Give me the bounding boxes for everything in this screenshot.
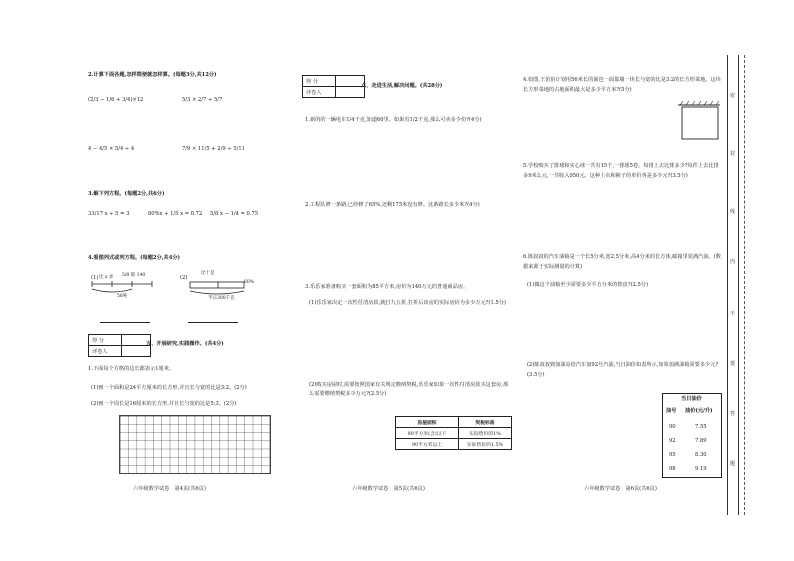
q4-figure-1-number: (1) (91, 275, 99, 281)
binding-char: 题 (729, 461, 735, 467)
table-cell: 90平方米(含)以下 (396, 428, 459, 439)
left-page-footer: 六年级数学试卷 第4页(共6页) (133, 486, 206, 492)
oil-price-table-wrap (662, 393, 722, 478)
q5-part-2: (2)画一个周长是16厘米的长方形,并且长与宽的比是5:3。(2分) (91, 401, 237, 407)
binding-char: 内 (729, 259, 735, 265)
oil-price: 9.19 (695, 466, 707, 472)
m-q2: 2.工程队修一条路,已经修了65%,还剩175米没有修。这条路长多少米?(4分) (305, 202, 480, 208)
q5-part-1: (1)画一个面积是24平方厘米的长方形,并且长与宽的比是3:2。(2分) (91, 385, 247, 391)
binding-char: 不 (729, 311, 735, 317)
score-box-section-5 (88, 334, 151, 357)
m-q1: 1.新的的一辆电车1/4千克,知道60里。如果有1/2千克,那么可卖多少份?(4分) (305, 117, 482, 123)
q5-intro: 1.下面每个方格的边长都表示1厘米。 (88, 366, 175, 372)
r-q6 (523, 252, 721, 272)
binding-strip (727, 55, 739, 515)
oil-grade: 95 (669, 452, 676, 458)
square-grid[interactable] (119, 415, 271, 474)
binding-dashed-line (744, 55, 745, 515)
q4-figure-1-label-b: 5/8 即 140 (122, 273, 146, 278)
q4-figure-1-label-a: 比 x 多 (99, 275, 114, 280)
q3-equation-3: 5/8 x − 1/4 = 0.75 (210, 211, 259, 217)
q2-expression-1: (2/3 − 1/6 + 3/4)×12 (88, 97, 144, 103)
oil-price: 8.30 (695, 452, 707, 458)
oil-header-grade: 油号 (666, 408, 677, 414)
q3-equation-2: 80%x + 1/5 x = 0.72 (148, 211, 203, 217)
q4-figure-2-top: 比十是 (201, 271, 215, 276)
score-box-section-6 (302, 75, 365, 98)
oil-grade: 92 (669, 438, 676, 444)
oil-price: 7.55 (695, 424, 707, 430)
r-q5-text: 5.学校购买了排球和实心球一共有15个,一排球5卷。每排上去比排多少?每件上去比排多9米么元,一共收入950元。这种上衣和裤子的单价各是多少元?(3.5分) (523, 163, 719, 179)
table-header-tax: 契税标准 (459, 417, 512, 428)
section-6-heading: 六、走进生活,解决问题。(共28分) (361, 83, 443, 89)
m-q3-part-1: (1)乐乐家决定一次性付清房款,就打九五折,打折后该房的实际房价为多少万元?(1.5分) (309, 300, 506, 306)
q2-expression-2: 5/3 × 2/7 ÷ 5/7 (182, 97, 223, 103)
table-cell: 90平方米以上 (396, 439, 459, 450)
m-q3: 3.乐乐家准备购买一套面积为85平方米,房价为140万元的普通商品房。 (305, 284, 469, 290)
grader-label: 评卷人 (303, 87, 336, 98)
binding-char: 密 (729, 93, 735, 99)
q4-figure-2-number: (2) (180, 275, 188, 281)
m-q3-part-2-line-1 (309, 381, 509, 399)
wall-diagram (676, 99, 722, 145)
score-label: 得 分 (303, 76, 336, 87)
table-header-area: 房屋面积 (396, 417, 459, 428)
m-q3-part-2: (2)购买房屋时,需要按照国家有关规定缴纳契税,乐乐家如果一次性付清房款买这套房,那么需要缴纳契税多少万元?(2.5分) (309, 382, 509, 397)
binding-char: 要 (729, 361, 735, 367)
table-cell: 实际售价的1.5% (459, 439, 512, 450)
q3-title: 3.解下列方程。(每题2分,共6分) (88, 191, 165, 197)
grader-label: 评卷人 (89, 346, 122, 357)
q4-title: 4.看图列式或列方程。(每题2分,共4分) (88, 255, 180, 261)
r-q4-text: 4.如图,王伯伯计划用56米长的篱笆一面靠墙一块长与宽的比是3:2的长方形菜地。这块长方形菜地的占地面积最大是多少平方米?(5分) (523, 77, 721, 93)
q4-figure-2-bottom: 半日300千克 (208, 296, 235, 301)
q4-answer-line-2[interactable] (188, 322, 238, 323)
q3-equation-1: 33/17 x ÷ 5 = 3 (88, 211, 130, 217)
oil-price-title: 当日油价 (681, 396, 702, 402)
r-q6-part-1: (1)做这个油箱至少需要多少平方分米的铁皮?(2.5分) (527, 282, 648, 288)
r-q6-part-2 (527, 360, 722, 380)
r-q4 (523, 75, 721, 95)
oil-grade: 98 (669, 466, 676, 472)
right-page-footer: 六年级数学试卷 第6页(共6页) (584, 486, 657, 492)
oil-price: 7.89 (695, 438, 707, 444)
deed-tax-table (395, 416, 512, 450)
q2-title: 2.计算下面各题,怎样简便就怎样算。(每题3分,共12分) (88, 72, 217, 78)
binding-char: 答 (729, 411, 735, 417)
q2-expression-3: 4 − 4/5 × 5/4 ÷ 4 (88, 146, 135, 152)
r-q6-text: 6.陈叔叔的汽车油箱是一个长5分米,宽2.5分米,高4分米的长方体,邮箱里装满汽油。(数据来源于实际测量的计算) (523, 254, 721, 270)
binding-char: 线 (729, 209, 735, 215)
oil-header-price: 油价(元/升) (685, 408, 713, 414)
r-q5 (523, 161, 721, 181)
q2-expression-4: 7/9 × 11/5 + 2/9 ÷ 5/11 (182, 146, 245, 152)
binding-char: 封 (729, 151, 735, 157)
q4-answer-line-1[interactable] (100, 322, 150, 323)
r-q6-part-2-text: (2)陈叔叔到加油站给汽车加92号汽油,当日油价如表所示,如果加满油箱需要多少元?(3.5分) (527, 362, 719, 378)
table-cell: 实际售价的1% (459, 428, 512, 439)
score-label: 得 分 (89, 335, 122, 346)
q4-figure-1-bottom: 56吨 (117, 294, 128, 299)
oil-grade: 90 (669, 424, 676, 430)
middle-page-footer: 六年级数学试卷 第5页(共6页) (352, 486, 425, 492)
section-5-heading: 五、开展研究,实践操作。(共4分) (146, 341, 224, 347)
q4-figure-2-right: 60% (244, 280, 255, 285)
